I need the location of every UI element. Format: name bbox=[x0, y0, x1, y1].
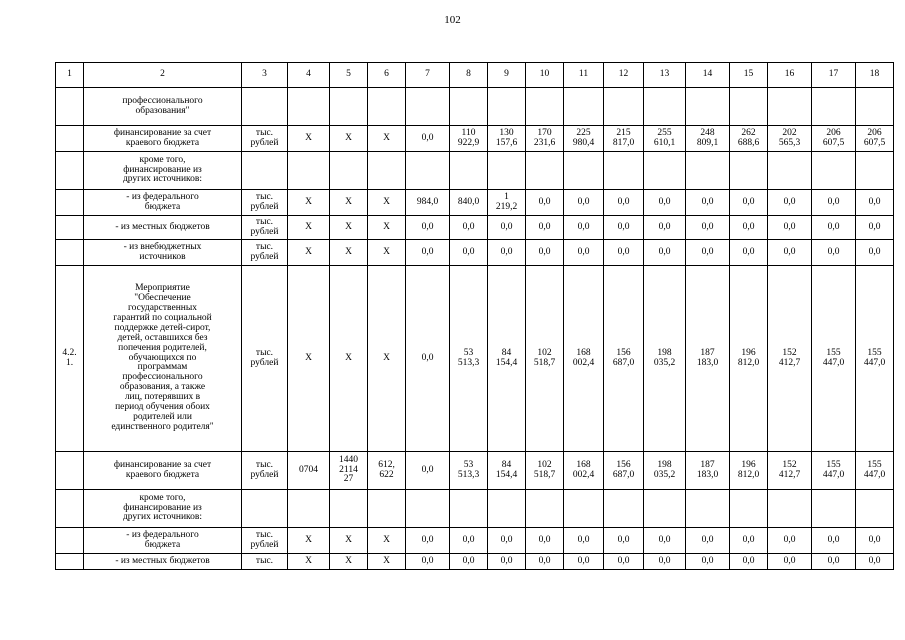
target-article-cell: 1440 2114 27 bbox=[330, 452, 368, 490]
value-cell-col-7: 0,0 bbox=[406, 452, 450, 490]
item-code-cell bbox=[56, 554, 84, 570]
value-cell-col-16: 0,0 bbox=[768, 216, 812, 240]
description-cell: - из федерального бюджета bbox=[84, 190, 242, 216]
table-row bbox=[56, 190, 894, 216]
description-cell: финансирование за счет краевого бюджета bbox=[84, 452, 242, 490]
value-cell-col-12: 0,0 bbox=[604, 554, 644, 570]
column-number-1: 1 bbox=[56, 63, 84, 88]
table-row bbox=[56, 216, 894, 240]
ministry-code-cell bbox=[288, 88, 330, 126]
value-cell-col-15 bbox=[730, 88, 768, 126]
item-code-cell bbox=[56, 452, 84, 490]
value-cell-col-8: 840,0 bbox=[450, 190, 488, 216]
value-cell-col-13: 255 610,1 bbox=[644, 126, 686, 152]
value-cell-col-14: 0,0 bbox=[686, 240, 730, 266]
ministry-code-cell bbox=[288, 152, 330, 190]
table-row bbox=[56, 88, 894, 126]
table-row bbox=[56, 126, 894, 152]
value-cell-col-17: 0,0 bbox=[812, 528, 856, 554]
column-number-11: 11 bbox=[564, 63, 604, 88]
value-cell-col-13: 0,0 bbox=[644, 528, 686, 554]
unit-cell bbox=[242, 152, 288, 190]
ministry-code-cell: 0704 bbox=[288, 452, 330, 490]
value-cell-col-15: 0,0 bbox=[730, 554, 768, 570]
value-cell-col-15 bbox=[730, 490, 768, 528]
value-cell-col-7: 0,0 bbox=[406, 554, 450, 570]
item-code-cell bbox=[56, 88, 84, 126]
description-cell: профессионального образования" bbox=[84, 88, 242, 126]
value-cell-col-13 bbox=[644, 490, 686, 528]
unit-cell: тыс. рублей bbox=[242, 190, 288, 216]
column-number-7: 7 bbox=[406, 63, 450, 88]
expense-type-cell: Х bbox=[368, 554, 406, 570]
table-body bbox=[56, 88, 894, 570]
expense-type-cell: Х bbox=[368, 240, 406, 266]
value-cell-col-11: 0,0 bbox=[564, 190, 604, 216]
unit-cell: тыс. рублей bbox=[242, 528, 288, 554]
value-cell-col-14: 0,0 bbox=[686, 216, 730, 240]
target-article-cell: Х bbox=[330, 216, 368, 240]
value-cell-col-16: 0,0 bbox=[768, 190, 812, 216]
value-cell-col-9: 0,0 bbox=[488, 554, 526, 570]
value-cell-col-14 bbox=[686, 152, 730, 190]
value-cell-col-12: 156 687,0 bbox=[604, 266, 644, 452]
expense-type-cell: Х bbox=[368, 216, 406, 240]
column-number-18: 18 bbox=[856, 63, 894, 88]
value-cell-col-13 bbox=[644, 152, 686, 190]
value-cell-col-14: 187 183,0 bbox=[686, 452, 730, 490]
value-cell-col-18 bbox=[856, 88, 894, 126]
column-number-6: 6 bbox=[368, 63, 406, 88]
value-cell-col-18: 0,0 bbox=[856, 240, 894, 266]
value-cell-col-10 bbox=[526, 490, 564, 528]
unit-cell: тыс. bbox=[242, 554, 288, 570]
value-cell-col-9: 84 154,4 bbox=[488, 452, 526, 490]
item-code-cell bbox=[56, 528, 84, 554]
value-cell-col-7: 984,0 bbox=[406, 190, 450, 216]
description-cell: - из местных бюджетов bbox=[84, 554, 242, 570]
value-cell-col-12 bbox=[604, 490, 644, 528]
item-code-cell bbox=[56, 490, 84, 528]
value-cell-col-7: 0,0 bbox=[406, 528, 450, 554]
value-cell-col-10: 170 231,6 bbox=[526, 126, 564, 152]
column-number-14: 14 bbox=[686, 63, 730, 88]
value-cell-col-7: 0,0 bbox=[406, 126, 450, 152]
value-cell-col-17 bbox=[812, 152, 856, 190]
value-cell-col-17 bbox=[812, 490, 856, 528]
expense-type-cell bbox=[368, 88, 406, 126]
unit-cell: тыс. рублей bbox=[242, 240, 288, 266]
value-cell-col-14 bbox=[686, 88, 730, 126]
value-cell-col-18: 155 447,0 bbox=[856, 452, 894, 490]
target-article-cell bbox=[330, 152, 368, 190]
value-cell-col-12: 0,0 bbox=[604, 216, 644, 240]
target-article-cell: Х bbox=[330, 126, 368, 152]
value-cell-col-11: 0,0 bbox=[564, 240, 604, 266]
value-cell-col-17: 0,0 bbox=[812, 190, 856, 216]
value-cell-col-7: 0,0 bbox=[406, 266, 450, 452]
value-cell-col-15: 0,0 bbox=[730, 190, 768, 216]
table-row bbox=[56, 152, 894, 190]
value-cell-col-13 bbox=[644, 88, 686, 126]
value-cell-col-16 bbox=[768, 88, 812, 126]
value-cell-col-16: 152 412,7 bbox=[768, 266, 812, 452]
value-cell-col-15: 196 812,0 bbox=[730, 266, 768, 452]
value-cell-col-7: 0,0 bbox=[406, 240, 450, 266]
expense-type-cell: 612, 622 bbox=[368, 452, 406, 490]
value-cell-col-15: 262 688,6 bbox=[730, 126, 768, 152]
value-cell-col-14: 0,0 bbox=[686, 554, 730, 570]
value-cell-col-9 bbox=[488, 490, 526, 528]
value-cell-col-11: 0,0 bbox=[564, 216, 604, 240]
value-cell-col-8: 53 513,3 bbox=[450, 452, 488, 490]
value-cell-col-15: 0,0 bbox=[730, 528, 768, 554]
value-cell-col-13: 198 035,2 bbox=[644, 266, 686, 452]
value-cell-col-7 bbox=[406, 490, 450, 528]
description-cell: Мероприятие "Обеспечение государственных гарантий по социальной поддержке детей-сирот, детей, оставшихся без попечения родителей, обучающихся по программам профессионального образования, а также лиц, потерявших в период обучения обоих родителей или единственного родителя" bbox=[84, 266, 242, 452]
value-cell-col-17: 206 607,5 bbox=[812, 126, 856, 152]
value-cell-col-12: 215 817,0 bbox=[604, 126, 644, 152]
value-cell-col-17: 155 447,0 bbox=[812, 266, 856, 452]
value-cell-col-9: 0,0 bbox=[488, 240, 526, 266]
value-cell-col-14: 0,0 bbox=[686, 190, 730, 216]
expense-type-cell: Х bbox=[368, 126, 406, 152]
value-cell-col-10: 0,0 bbox=[526, 190, 564, 216]
unit-cell bbox=[242, 490, 288, 528]
ministry-code-cell: Х bbox=[288, 126, 330, 152]
description-cell: - из местных бюджетов bbox=[84, 216, 242, 240]
target-article-cell bbox=[330, 88, 368, 126]
value-cell-col-18: 0,0 bbox=[856, 528, 894, 554]
value-cell-col-14: 248 809,1 bbox=[686, 126, 730, 152]
value-cell-col-8: 53 513,3 bbox=[450, 266, 488, 452]
value-cell-col-15: 0,0 bbox=[730, 240, 768, 266]
value-cell-col-12: 0,0 bbox=[604, 240, 644, 266]
value-cell-col-16 bbox=[768, 490, 812, 528]
value-cell-col-13: 198 035,2 bbox=[644, 452, 686, 490]
table-row bbox=[56, 554, 894, 570]
value-cell-col-16 bbox=[768, 152, 812, 190]
value-cell-col-18: 206 607,5 bbox=[856, 126, 894, 152]
table-row bbox=[56, 452, 894, 490]
target-article-cell: Х bbox=[330, 528, 368, 554]
item-code-cell bbox=[56, 216, 84, 240]
column-number-13: 13 bbox=[644, 63, 686, 88]
column-number-8: 8 bbox=[450, 63, 488, 88]
value-cell-col-10: 102 518,7 bbox=[526, 266, 564, 452]
unit-cell: тыс. рублей bbox=[242, 452, 288, 490]
item-code-cell bbox=[56, 152, 84, 190]
table-row bbox=[56, 528, 894, 554]
target-article-cell: Х bbox=[330, 266, 368, 452]
description-cell: финансирование за счет краевого бюджета bbox=[84, 126, 242, 152]
target-article-cell bbox=[330, 490, 368, 528]
value-cell-col-18 bbox=[856, 490, 894, 528]
value-cell-col-14: 187 183,0 bbox=[686, 266, 730, 452]
expense-type-cell: Х bbox=[368, 266, 406, 452]
column-number-17: 17 bbox=[812, 63, 856, 88]
value-cell-col-8 bbox=[450, 152, 488, 190]
value-cell-col-8 bbox=[450, 490, 488, 528]
value-cell-col-18: 0,0 bbox=[856, 190, 894, 216]
budget-table bbox=[55, 62, 894, 570]
value-cell-col-10: 0,0 bbox=[526, 554, 564, 570]
value-cell-col-10: 0,0 bbox=[526, 216, 564, 240]
value-cell-col-17 bbox=[812, 88, 856, 126]
column-number-2: 2 bbox=[84, 63, 242, 88]
value-cell-col-9: 0,0 bbox=[488, 216, 526, 240]
expense-type-cell bbox=[368, 152, 406, 190]
value-cell-col-18: 0,0 bbox=[856, 216, 894, 240]
value-cell-col-8: 0,0 bbox=[450, 240, 488, 266]
column-number-15: 15 bbox=[730, 63, 768, 88]
ministry-code-cell: Х bbox=[288, 528, 330, 554]
ministry-code-cell: Х bbox=[288, 266, 330, 452]
description-cell: кроме того, финансирование из других источников: bbox=[84, 490, 242, 528]
item-code-cell bbox=[56, 240, 84, 266]
value-cell-col-18 bbox=[856, 152, 894, 190]
value-cell-col-16: 0,0 bbox=[768, 554, 812, 570]
value-cell-col-16: 0,0 bbox=[768, 528, 812, 554]
item-code-cell: 4.2. 1. bbox=[56, 266, 84, 452]
value-cell-col-13: 0,0 bbox=[644, 216, 686, 240]
value-cell-col-9: 0,0 bbox=[488, 528, 526, 554]
value-cell-col-11: 168 002,4 bbox=[564, 266, 604, 452]
value-cell-col-11 bbox=[564, 152, 604, 190]
value-cell-col-8: 0,0 bbox=[450, 216, 488, 240]
value-cell-col-11 bbox=[564, 88, 604, 126]
value-cell-col-8 bbox=[450, 88, 488, 126]
value-cell-col-8: 110 922,9 bbox=[450, 126, 488, 152]
value-cell-col-10: 0,0 bbox=[526, 240, 564, 266]
column-number-4: 4 bbox=[288, 63, 330, 88]
value-cell-col-13: 0,0 bbox=[644, 190, 686, 216]
expense-type-cell: Х bbox=[368, 528, 406, 554]
table-row bbox=[56, 490, 894, 528]
value-cell-col-9: 84 154,4 bbox=[488, 266, 526, 452]
value-cell-col-16: 202 565,3 bbox=[768, 126, 812, 152]
value-cell-col-9 bbox=[488, 88, 526, 126]
target-article-cell: Х bbox=[330, 190, 368, 216]
value-cell-col-18: 0,0 bbox=[856, 554, 894, 570]
column-number-row bbox=[56, 63, 894, 88]
ministry-code-cell: Х bbox=[288, 240, 330, 266]
value-cell-col-14 bbox=[686, 490, 730, 528]
item-code-cell bbox=[56, 190, 84, 216]
ministry-code-cell bbox=[288, 490, 330, 528]
target-article-cell: Х bbox=[330, 554, 368, 570]
item-code-cell bbox=[56, 126, 84, 152]
unit-cell: тыс. рублей bbox=[242, 216, 288, 240]
value-cell-col-13: 0,0 bbox=[644, 240, 686, 266]
value-cell-col-8: 0,0 bbox=[450, 528, 488, 554]
value-cell-col-12: 0,0 bbox=[604, 190, 644, 216]
value-cell-col-13: 0,0 bbox=[644, 554, 686, 570]
description-cell: - из внебюджетных источников bbox=[84, 240, 242, 266]
value-cell-col-7 bbox=[406, 88, 450, 126]
value-cell-col-12: 0,0 bbox=[604, 528, 644, 554]
value-cell-col-9 bbox=[488, 152, 526, 190]
column-number-3: 3 bbox=[242, 63, 288, 88]
value-cell-col-18: 155 447,0 bbox=[856, 266, 894, 452]
column-number-10: 10 bbox=[526, 63, 564, 88]
table-row bbox=[56, 266, 894, 452]
value-cell-col-17: 0,0 bbox=[812, 554, 856, 570]
value-cell-col-17: 0,0 bbox=[812, 216, 856, 240]
value-cell-col-15: 0,0 bbox=[730, 216, 768, 240]
value-cell-col-11: 0,0 bbox=[564, 554, 604, 570]
ministry-code-cell: Х bbox=[288, 190, 330, 216]
table-row bbox=[56, 240, 894, 266]
value-cell-col-10 bbox=[526, 152, 564, 190]
ministry-code-cell: Х bbox=[288, 554, 330, 570]
expense-type-cell bbox=[368, 490, 406, 528]
column-number-9: 9 bbox=[488, 63, 526, 88]
value-cell-col-10: 102 518,7 bbox=[526, 452, 564, 490]
value-cell-col-11: 225 980,4 bbox=[564, 126, 604, 152]
value-cell-col-9: 130 157,6 bbox=[488, 126, 526, 152]
description-cell: кроме того, финансирование из других источников: bbox=[84, 152, 242, 190]
expense-type-cell: Х bbox=[368, 190, 406, 216]
value-cell-col-7: 0,0 bbox=[406, 216, 450, 240]
unit-cell bbox=[242, 88, 288, 126]
description-cell: - из федерального бюджета bbox=[84, 528, 242, 554]
value-cell-col-11: 0,0 bbox=[564, 528, 604, 554]
value-cell-col-17: 0,0 bbox=[812, 240, 856, 266]
value-cell-col-15: 196 812,0 bbox=[730, 452, 768, 490]
value-cell-col-12 bbox=[604, 152, 644, 190]
page-number: 102 bbox=[444, 14, 461, 26]
value-cell-col-9: 1 219,2 bbox=[488, 190, 526, 216]
value-cell-col-17: 155 447,0 bbox=[812, 452, 856, 490]
column-number-16: 16 bbox=[768, 63, 812, 88]
value-cell-col-14: 0,0 bbox=[686, 528, 730, 554]
value-cell-col-12 bbox=[604, 88, 644, 126]
value-cell-col-11 bbox=[564, 490, 604, 528]
value-cell-col-11: 168 002,4 bbox=[564, 452, 604, 490]
value-cell-col-16: 0,0 bbox=[768, 240, 812, 266]
target-article-cell: Х bbox=[330, 240, 368, 266]
unit-cell: тыс. рублей bbox=[242, 266, 288, 452]
ministry-code-cell: Х bbox=[288, 216, 330, 240]
unit-cell: тыс. рублей bbox=[242, 126, 288, 152]
value-cell-col-10 bbox=[526, 88, 564, 126]
value-cell-col-8: 0,0 bbox=[450, 554, 488, 570]
column-number-12: 12 bbox=[604, 63, 644, 88]
value-cell-col-10: 0,0 bbox=[526, 528, 564, 554]
value-cell-col-16: 152 412,7 bbox=[768, 452, 812, 490]
value-cell-col-7 bbox=[406, 152, 450, 190]
value-cell-col-15 bbox=[730, 152, 768, 190]
column-number-5: 5 bbox=[330, 63, 368, 88]
value-cell-col-12: 156 687,0 bbox=[604, 452, 644, 490]
